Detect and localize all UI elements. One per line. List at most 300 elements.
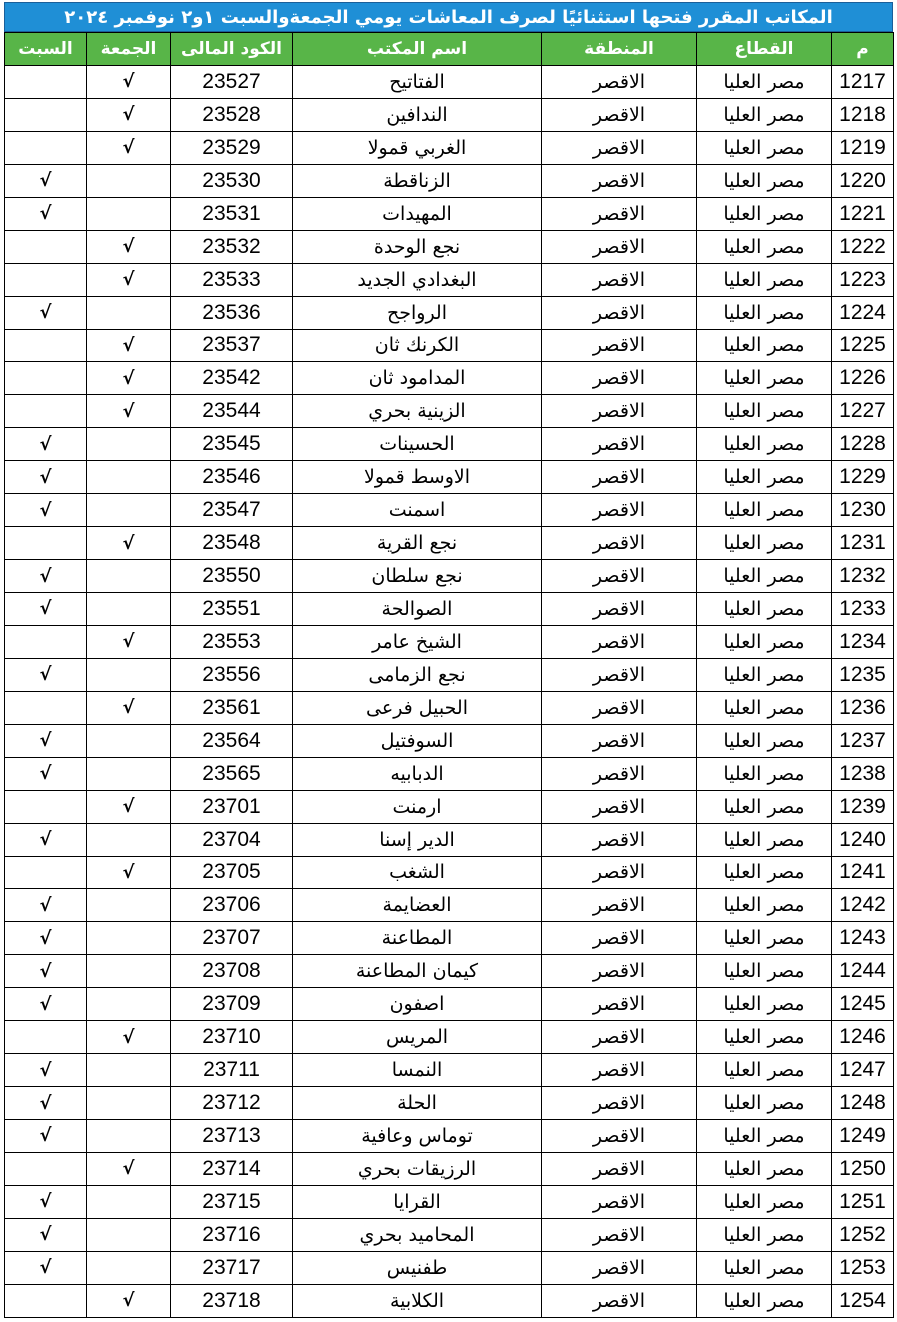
cell-office-name: المطاعنة	[293, 922, 542, 955]
cell-office-name: الكلابية	[293, 1284, 542, 1317]
cell-saturday-mark	[5, 131, 87, 164]
table-row	[5, 197, 894, 230]
cell-office-name: كيمان المطاعنة	[293, 955, 542, 988]
cell-office-name: الدبابيه	[293, 757, 542, 790]
cell-friday-mark: √	[87, 527, 171, 560]
cell-region: الاقصر	[542, 98, 697, 131]
cell-office-name: المهيدات	[293, 197, 542, 230]
cell-office-name: المريس	[293, 1021, 542, 1054]
cell-office-name: السوفتيل	[293, 724, 542, 757]
cell-financial-code: 23544	[171, 395, 293, 428]
cell-financial-code: 23705	[171, 856, 293, 889]
cell-region: الاقصر	[542, 461, 697, 494]
cell-sector: مصر العليا	[697, 757, 832, 790]
cell-saturday-mark	[5, 1152, 87, 1185]
cell-sector: مصر العليا	[697, 1087, 832, 1120]
cell-office-name: طفنيس	[293, 1251, 542, 1284]
cell-saturday-mark	[5, 362, 87, 395]
cell-sector: مصر العليا	[697, 230, 832, 263]
cell-friday-mark: √	[87, 1152, 171, 1185]
cell-financial-code: 23706	[171, 889, 293, 922]
cell-sector: مصر العليا	[697, 724, 832, 757]
cell-saturday-mark: √	[5, 494, 87, 527]
cell-friday-mark	[87, 428, 171, 461]
header-num: م	[832, 33, 894, 66]
cell-num: 1226	[832, 362, 894, 395]
cell-saturday-mark: √	[5, 560, 87, 593]
cell-region: الاقصر	[542, 1120, 697, 1153]
table-row	[5, 757, 894, 790]
cell-friday-mark	[87, 889, 171, 922]
cell-sector: مصر العليا	[697, 1251, 832, 1284]
cell-sector: مصر العليا	[697, 823, 832, 856]
cell-financial-code: 23530	[171, 164, 293, 197]
cell-sector: مصر العليا	[697, 329, 832, 362]
cell-financial-code: 23542	[171, 362, 293, 395]
cell-region: الاقصر	[542, 362, 697, 395]
cell-num: 1250	[832, 1152, 894, 1185]
cell-num: 1243	[832, 922, 894, 955]
cell-region: الاقصر	[542, 988, 697, 1021]
cell-sector: مصر العليا	[697, 1120, 832, 1153]
cell-region: الاقصر	[542, 1152, 697, 1185]
cell-region: الاقصر	[542, 889, 697, 922]
cell-num: 1228	[832, 428, 894, 461]
cell-financial-code: 23532	[171, 230, 293, 263]
cell-region: الاقصر	[542, 395, 697, 428]
cell-financial-code: 23546	[171, 461, 293, 494]
cell-friday-mark: √	[87, 362, 171, 395]
cell-sector: مصر العليا	[697, 658, 832, 691]
cell-financial-code: 23716	[171, 1218, 293, 1251]
cell-financial-code: 23701	[171, 790, 293, 823]
cell-financial-code: 23715	[171, 1185, 293, 1218]
cell-friday-mark: √	[87, 790, 171, 823]
cell-financial-code: 23710	[171, 1021, 293, 1054]
cell-office-name: الحبيل فرعى	[293, 691, 542, 724]
cell-sector: مصر العليا	[697, 856, 832, 889]
table-row	[5, 362, 894, 395]
cell-num: 1233	[832, 593, 894, 626]
table-row	[5, 66, 894, 99]
cell-friday-mark: √	[87, 1021, 171, 1054]
table-row	[5, 658, 894, 691]
cell-financial-code: 23547	[171, 494, 293, 527]
cell-friday-mark	[87, 1185, 171, 1218]
table-body	[5, 66, 894, 1318]
cell-sector: مصر العليا	[697, 66, 832, 99]
cell-sector: مصر العليا	[697, 1152, 832, 1185]
table-row	[5, 1218, 894, 1251]
cell-office-name: الحلة	[293, 1087, 542, 1120]
cell-region: الاقصر	[542, 922, 697, 955]
cell-friday-mark: √	[87, 263, 171, 296]
cell-saturday-mark: √	[5, 988, 87, 1021]
cell-friday-mark	[87, 197, 171, 230]
cell-office-name: الغربي قمولا	[293, 131, 542, 164]
cell-region: الاقصر	[542, 625, 697, 658]
cell-financial-code: 23565	[171, 757, 293, 790]
cell-saturday-mark: √	[5, 1087, 87, 1120]
table-row	[5, 724, 894, 757]
cell-sector: مصر العليا	[697, 131, 832, 164]
cell-num: 1223	[832, 263, 894, 296]
cell-friday-mark	[87, 164, 171, 197]
cell-region: الاقصر	[542, 164, 697, 197]
cell-sector: مصر العليا	[697, 428, 832, 461]
cell-financial-code: 23709	[171, 988, 293, 1021]
cell-sector: مصر العليا	[697, 988, 832, 1021]
cell-num: 1220	[832, 164, 894, 197]
cell-region: الاقصر	[542, 724, 697, 757]
cell-saturday-mark	[5, 395, 87, 428]
cell-saturday-mark	[5, 790, 87, 823]
cell-friday-mark	[87, 922, 171, 955]
cell-num: 1225	[832, 329, 894, 362]
cell-saturday-mark	[5, 329, 87, 362]
cell-region: الاقصر	[542, 1054, 697, 1087]
cell-num: 1236	[832, 691, 894, 724]
cell-office-name: الكرنك ثان	[293, 329, 542, 362]
cell-office-name: الاوسط قمولا	[293, 461, 542, 494]
cell-sector: مصر العليا	[697, 395, 832, 428]
cell-financial-code: 23527	[171, 66, 293, 99]
cell-saturday-mark	[5, 66, 87, 99]
header-code: الكود المالى	[171, 33, 293, 66]
table-row	[5, 494, 894, 527]
cell-friday-mark	[87, 757, 171, 790]
cell-friday-mark: √	[87, 131, 171, 164]
table-row	[5, 98, 894, 131]
cell-friday-mark: √	[87, 329, 171, 362]
table-row	[5, 428, 894, 461]
table-row	[5, 1284, 894, 1317]
cell-num: 1217	[832, 66, 894, 99]
cell-region: الاقصر	[542, 494, 697, 527]
cell-office-name: الرواجح	[293, 296, 542, 329]
cell-num: 1254	[832, 1284, 894, 1317]
cell-region: الاقصر	[542, 1087, 697, 1120]
cell-saturday-mark	[5, 230, 87, 263]
cell-office-name: الرزيقات بحري	[293, 1152, 542, 1185]
cell-num: 1238	[832, 757, 894, 790]
cell-office-name: نجع سلطان	[293, 560, 542, 593]
table-row	[5, 955, 894, 988]
cell-office-name: الصوالحة	[293, 593, 542, 626]
cell-saturday-mark: √	[5, 593, 87, 626]
cell-sector: مصر العليا	[697, 494, 832, 527]
cell-region: الاقصر	[542, 197, 697, 230]
cell-friday-mark	[87, 823, 171, 856]
cell-num: 1231	[832, 527, 894, 560]
cell-sector: مصر العليا	[697, 625, 832, 658]
cell-friday-mark: √	[87, 625, 171, 658]
cell-sector: مصر العليا	[697, 296, 832, 329]
cell-office-name: نجع القرية	[293, 527, 542, 560]
table-row	[5, 691, 894, 724]
cell-friday-mark	[87, 724, 171, 757]
cell-saturday-mark	[5, 1284, 87, 1317]
cell-region: الاقصر	[542, 593, 697, 626]
cell-financial-code: 23536	[171, 296, 293, 329]
cell-sector: مصر العليا	[697, 922, 832, 955]
header-friday: الجمعة	[87, 33, 171, 66]
cell-saturday-mark: √	[5, 889, 87, 922]
table-row	[5, 230, 894, 263]
cell-financial-code: 23529	[171, 131, 293, 164]
cell-friday-mark	[87, 560, 171, 593]
header-region: المنطقة	[542, 33, 697, 66]
cell-office-name: الندافين	[293, 98, 542, 131]
cell-financial-code: 23545	[171, 428, 293, 461]
cell-num: 1241	[832, 856, 894, 889]
table-row	[5, 790, 894, 823]
cell-sector: مصر العليا	[697, 955, 832, 988]
table-row	[5, 461, 894, 494]
cell-sector: مصر العليا	[697, 263, 832, 296]
cell-saturday-mark	[5, 625, 87, 658]
cell-saturday-mark: √	[5, 724, 87, 757]
cell-num: 1245	[832, 988, 894, 1021]
cell-financial-code: 23528	[171, 98, 293, 131]
cell-friday-mark: √	[87, 1284, 171, 1317]
cell-financial-code: 23708	[171, 955, 293, 988]
cell-saturday-mark: √	[5, 955, 87, 988]
cell-sector: مصر العليا	[697, 527, 832, 560]
cell-friday-mark	[87, 1251, 171, 1284]
cell-financial-code: 23561	[171, 691, 293, 724]
cell-office-name: اسمنت	[293, 494, 542, 527]
cell-num: 1253	[832, 1251, 894, 1284]
table-row	[5, 593, 894, 626]
table-row	[5, 922, 894, 955]
table-row	[5, 560, 894, 593]
cell-region: الاقصر	[542, 263, 697, 296]
cell-region: الاقصر	[542, 1218, 697, 1251]
table-row	[5, 1120, 894, 1153]
cell-friday-mark	[87, 1054, 171, 1087]
table-row	[5, 1185, 894, 1218]
cell-office-name: الدير إسنا	[293, 823, 542, 856]
cell-num: 1229	[832, 461, 894, 494]
cell-sector: مصر العليا	[697, 1218, 832, 1251]
cell-num: 1244	[832, 955, 894, 988]
cell-office-name: الزينية بحري	[293, 395, 542, 428]
table-row	[5, 296, 894, 329]
cell-region: الاقصر	[542, 1021, 697, 1054]
cell-sector: مصر العليا	[697, 164, 832, 197]
cell-region: الاقصر	[542, 823, 697, 856]
cell-saturday-mark: √	[5, 461, 87, 494]
cell-region: الاقصر	[542, 1185, 697, 1218]
cell-office-name: الزناقطة	[293, 164, 542, 197]
cell-friday-mark	[87, 593, 171, 626]
table-row	[5, 1251, 894, 1284]
cell-friday-mark: √	[87, 856, 171, 889]
offices-table	[4, 32, 894, 1318]
cell-financial-code: 23713	[171, 1120, 293, 1153]
cell-office-name: العضايمة	[293, 889, 542, 922]
cell-financial-code: 23551	[171, 593, 293, 626]
table-row	[5, 1021, 894, 1054]
cell-region: الاقصر	[542, 329, 697, 362]
cell-sector: مصر العليا	[697, 889, 832, 922]
cell-sector: مصر العليا	[697, 1054, 832, 1087]
table-row	[5, 856, 894, 889]
cell-sector: مصر العليا	[697, 593, 832, 626]
cell-region: الاقصر	[542, 428, 697, 461]
cell-friday-mark	[87, 1120, 171, 1153]
cell-num: 1246	[832, 1021, 894, 1054]
cell-financial-code: 23533	[171, 263, 293, 296]
cell-saturday-mark: √	[5, 1054, 87, 1087]
cell-num: 1232	[832, 560, 894, 593]
cell-sector: مصر العليا	[697, 1185, 832, 1218]
cell-office-name: النمسا	[293, 1054, 542, 1087]
table-row	[5, 164, 894, 197]
cell-office-name: نجع الزمامى	[293, 658, 542, 691]
cell-region: الاقصر	[542, 527, 697, 560]
cell-num: 1252	[832, 1218, 894, 1251]
cell-financial-code: 23714	[171, 1152, 293, 1185]
cell-sector: مصر العليا	[697, 1021, 832, 1054]
cell-num: 1219	[832, 131, 894, 164]
cell-financial-code: 23548	[171, 527, 293, 560]
table-row	[5, 1087, 894, 1120]
cell-saturday-mark	[5, 263, 87, 296]
cell-num: 1240	[832, 823, 894, 856]
cell-sector: مصر العليا	[697, 461, 832, 494]
cell-region: الاقصر	[542, 757, 697, 790]
cell-num: 1249	[832, 1120, 894, 1153]
header-saturday: السبت	[5, 33, 87, 66]
cell-sector: مصر العليا	[697, 1284, 832, 1317]
cell-financial-code: 23556	[171, 658, 293, 691]
cell-saturday-mark	[5, 856, 87, 889]
cell-num: 1234	[832, 625, 894, 658]
cell-office-name: الحسينات	[293, 428, 542, 461]
cell-saturday-mark: √	[5, 197, 87, 230]
cell-num: 1242	[832, 889, 894, 922]
cell-friday-mark: √	[87, 66, 171, 99]
cell-region: الاقصر	[542, 1251, 697, 1284]
cell-saturday-mark: √	[5, 164, 87, 197]
table-row	[5, 263, 894, 296]
cell-friday-mark	[87, 988, 171, 1021]
cell-saturday-mark: √	[5, 1251, 87, 1284]
table-row	[5, 395, 894, 428]
cell-saturday-mark	[5, 527, 87, 560]
cell-num: 1251	[832, 1185, 894, 1218]
table-row	[5, 1054, 894, 1087]
cell-financial-code: 23704	[171, 823, 293, 856]
cell-friday-mark: √	[87, 230, 171, 263]
cell-num: 1235	[832, 658, 894, 691]
table-row	[5, 889, 894, 922]
cell-region: الاقصر	[542, 230, 697, 263]
cell-num: 1247	[832, 1054, 894, 1087]
cell-num: 1248	[832, 1087, 894, 1120]
cell-friday-mark	[87, 1218, 171, 1251]
cell-financial-code: 23711	[171, 1054, 293, 1087]
cell-saturday-mark: √	[5, 296, 87, 329]
cell-num: 1218	[832, 98, 894, 131]
cell-office-name: توماس وعافية	[293, 1120, 542, 1153]
cell-sector: مصر العليا	[697, 197, 832, 230]
table-row	[5, 527, 894, 560]
cell-financial-code: 23564	[171, 724, 293, 757]
cell-region: الاقصر	[542, 790, 697, 823]
cell-office-name: الشيخ عامر	[293, 625, 542, 658]
cell-num: 1227	[832, 395, 894, 428]
cell-saturday-mark	[5, 1021, 87, 1054]
cell-office-name: ارمنت	[293, 790, 542, 823]
header-row	[5, 33, 894, 66]
table-row	[5, 823, 894, 856]
cell-saturday-mark	[5, 98, 87, 131]
cell-sector: مصر العليا	[697, 362, 832, 395]
cell-num: 1237	[832, 724, 894, 757]
cell-financial-code: 23531	[171, 197, 293, 230]
cell-financial-code: 23537	[171, 329, 293, 362]
cell-saturday-mark	[5, 691, 87, 724]
cell-sector: مصر العليا	[697, 790, 832, 823]
table-row	[5, 625, 894, 658]
cell-office-name: الشغب	[293, 856, 542, 889]
cell-region: الاقصر	[542, 658, 697, 691]
cell-region: الاقصر	[542, 560, 697, 593]
cell-saturday-mark: √	[5, 1185, 87, 1218]
cell-region: الاقصر	[542, 691, 697, 724]
cell-friday-mark: √	[87, 395, 171, 428]
cell-num: 1222	[832, 230, 894, 263]
cell-office-name: البغدادي الجديد	[293, 263, 542, 296]
cell-region: الاقصر	[542, 296, 697, 329]
cell-friday-mark: √	[87, 691, 171, 724]
cell-office-name: القرايا	[293, 1185, 542, 1218]
cell-financial-code: 23712	[171, 1087, 293, 1120]
cell-sector: مصر العليا	[697, 560, 832, 593]
cell-region: الاقصر	[542, 131, 697, 164]
header-office: اسم المكتب	[293, 33, 542, 66]
cell-office-name: المدامود ثان	[293, 362, 542, 395]
cell-friday-mark	[87, 955, 171, 988]
cell-office-name: الفتاتيح	[293, 66, 542, 99]
cell-saturday-mark: √	[5, 1218, 87, 1251]
cell-saturday-mark: √	[5, 922, 87, 955]
cell-sector: مصر العليا	[697, 691, 832, 724]
cell-saturday-mark: √	[5, 428, 87, 461]
cell-financial-code: 23707	[171, 922, 293, 955]
cell-region: الاقصر	[542, 1284, 697, 1317]
table-row	[5, 1152, 894, 1185]
cell-office-name: نجع الوحدة	[293, 230, 542, 263]
cell-num: 1230	[832, 494, 894, 527]
header-sector: القطاع	[697, 33, 832, 66]
cell-financial-code: 23553	[171, 625, 293, 658]
cell-friday-mark	[87, 1087, 171, 1120]
cell-region: الاقصر	[542, 66, 697, 99]
cell-region: الاقصر	[542, 955, 697, 988]
cell-saturday-mark: √	[5, 757, 87, 790]
table-row	[5, 131, 894, 164]
cell-saturday-mark: √	[5, 823, 87, 856]
cell-office-name: المحاميد بحري	[293, 1218, 542, 1251]
cell-saturday-mark: √	[5, 658, 87, 691]
table-header	[5, 33, 894, 66]
cell-num: 1239	[832, 790, 894, 823]
table-row	[5, 329, 894, 362]
